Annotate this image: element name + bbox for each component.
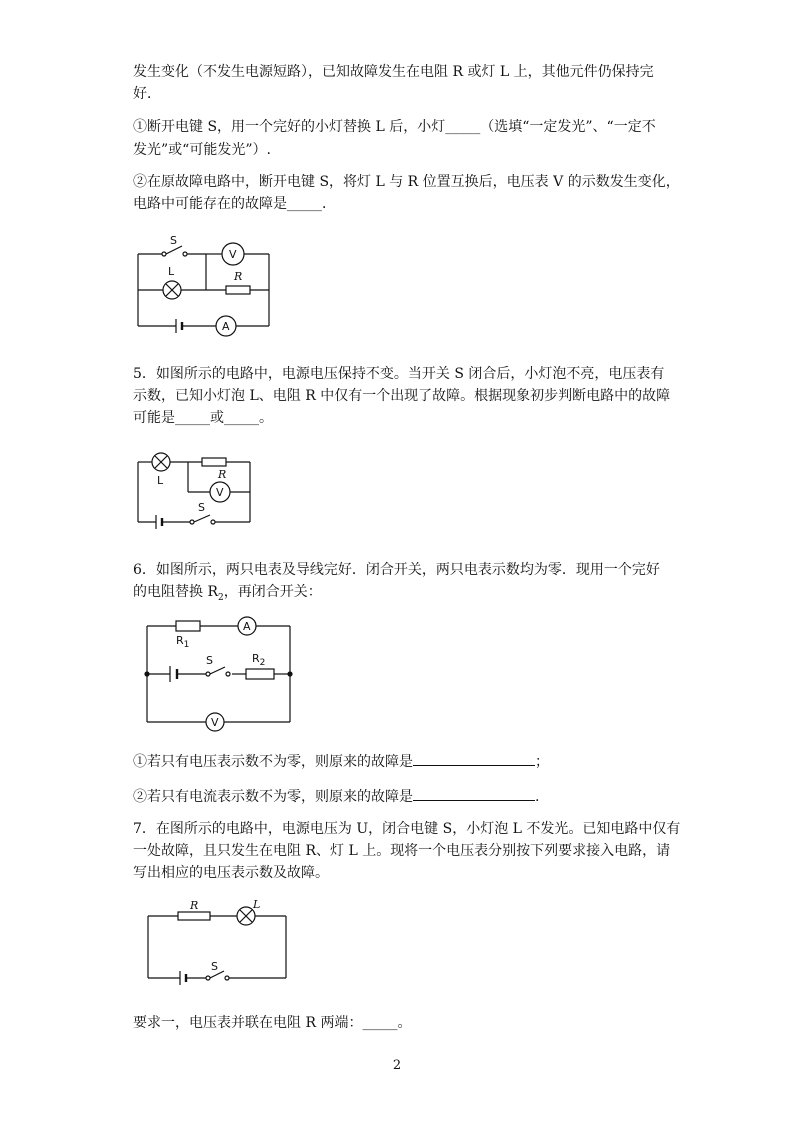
diagram-1-lamp-label: L: [168, 265, 175, 278]
problem-5-line: 示数，已知小灯泡 L、电阻 R 中仅有一个出现了故障。根据现象初步判断电路中的故障: [133, 388, 671, 404]
diagram-2-switch-label: S: [198, 501, 205, 514]
diagram-1-voltmeter-label: V: [229, 248, 237, 261]
diagram-1-ammeter-label: A: [222, 320, 230, 333]
question-1-line: 发光”或“可能发光”）.: [133, 142, 271, 158]
diagram-3-voltmeter-label: V: [211, 716, 219, 729]
diagram-2-lamp-label: L: [157, 474, 164, 487]
text-line: 好．: [133, 86, 161, 102]
answer-blank[interactable]: [413, 751, 535, 766]
problem-6-question-2: ②若只有电流表示数不为零，则原来的故障是 .: [133, 786, 539, 807]
question-2-line: 电路中可能存在的故障是_____．: [133, 196, 336, 212]
circuit-diagram-2: [130, 450, 260, 530]
problem-6-question-1: ①若只有电压表示数不为零，则原来的故障是 ；: [133, 751, 549, 772]
requirement-1: 要求一，电压表并联在电阻 R 两端：_____。: [133, 1015, 412, 1031]
answer-blank[interactable]: [413, 786, 535, 801]
diagram-3-r2-label: $R_2$: [252, 652, 266, 668]
problem-6-line: 6．如图所示，两只电表及导线完好．闭合开关，两只电表示数均为零．现用一个完好: [133, 562, 660, 578]
problem-7-line: 7．在图所示的电路中，电源电压为 U，闭合电键 S，小灯泡 L 不发光。已知电路中仅有: [133, 821, 681, 837]
circuit-diagram-4: [140, 900, 300, 990]
diagram-3-ammeter-label: A: [243, 620, 251, 633]
page-number: 2: [392, 1058, 402, 1073]
question-1-line: ①断开电键 S，用一个完好的小灯替换 L 后，小灯_____（选填“一定发光”、“一定不: [133, 119, 656, 135]
problem-5-line: 5．如图所示的电路中，电源电压保持不变。当开关 S 闭合后，小灯泡不亮，电压表有: [133, 366, 665, 382]
problem-5-line: 可能是_____或_____。: [133, 410, 273, 426]
diagram-1-switch-label: S: [170, 234, 177, 247]
text-line: 发生变化（不发生电源短路），已知故障发生在电阻 R 或灯 L 上，其他元件仍保持完: [133, 64, 654, 80]
circuit-diagram-1: [130, 232, 280, 332]
diagram-2-resistor-label: R: [218, 468, 227, 481]
diagram-4-switch-label: S: [211, 960, 218, 973]
diagram-4-lamp-label: L: [253, 898, 261, 911]
diagram-1-resistor-label: R: [234, 270, 243, 283]
diagram-2-voltmeter-label: V: [216, 486, 224, 499]
circuit-diagram-3: [140, 614, 300, 730]
diagram-3-switch-label: S: [206, 654, 213, 667]
diagram-3-r1-label: $R_1$: [176, 634, 190, 650]
problem-6-line: 的电阻替换 $R_2$，再闭合开关：: [133, 584, 322, 603]
diagram-4-resistor-label: R: [190, 899, 199, 912]
question-2-line: ②在原故障电路中，断开电键 S，将灯 L 与 R 位置互换后，电压表 V 的示数发生变化，: [133, 174, 680, 190]
problem-7-line: 一处故障，且只发生在电阻 R、灯 L 上。现将一个电压表分别按下列要求接入电路，请: [133, 843, 671, 859]
problem-7-line: 写出相应的电压表示数及故障。: [133, 865, 329, 881]
